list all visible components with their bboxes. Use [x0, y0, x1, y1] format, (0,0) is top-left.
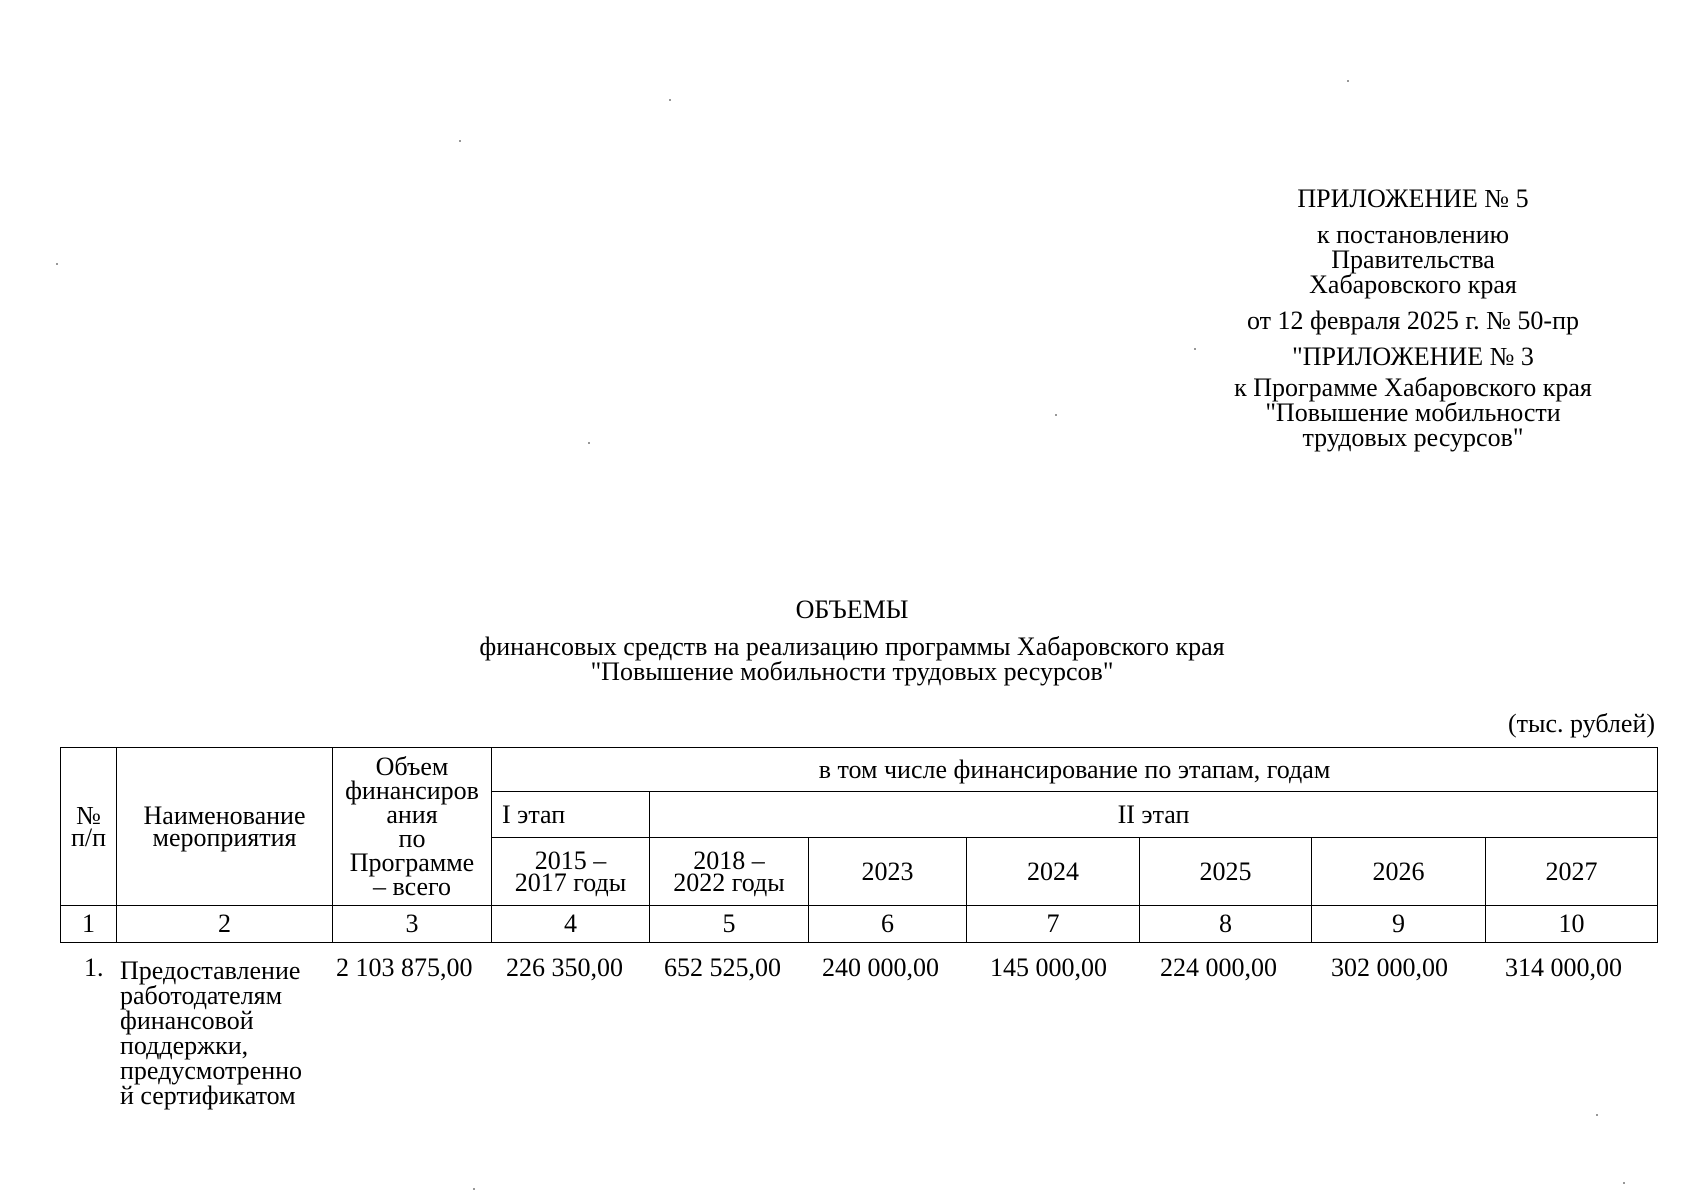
header-name: Наименование мероприятия [117, 748, 333, 906]
header-period-2015-2017: 2015 – 2017 годы [492, 838, 650, 906]
column-number: 2 [117, 906, 333, 943]
header-year-2025: 2025 [1140, 838, 1312, 906]
header-stage-2: II этап [650, 792, 1658, 838]
row-value-2027: 314 000,00 [1505, 953, 1622, 982]
header-stage-1: I этап [492, 792, 650, 838]
column-number: 4 [492, 906, 650, 943]
program-appendix-line: к Программе Хабаровского края [1234, 373, 1592, 402]
column-number: 5 [650, 906, 809, 943]
scan-speck [473, 1188, 475, 1190]
header-number: № п/п [61, 748, 117, 906]
appendix-to-line: к постановлению [1316, 220, 1510, 249]
appendix-title: ПРИЛОЖЕНИЕ № 5 [1297, 184, 1529, 213]
program-appendix-title: "ПРИЛОЖЕНИЕ № 3 [1292, 342, 1534, 371]
header-volume: Объем финансиров ания по Программе – всего [333, 748, 492, 906]
column-number: 8 [1140, 906, 1312, 943]
row-value-2025: 224 000,00 [1160, 953, 1277, 982]
row-value-2026: 302 000,00 [1331, 953, 1448, 982]
row-value-2023: 240 000,00 [822, 953, 939, 982]
scan-speck [1347, 80, 1349, 82]
row-value-total: 2 103 875,00 [336, 953, 473, 982]
scan-speck [669, 99, 671, 101]
row-value-2018-2022: 652 525,00 [664, 953, 781, 982]
header-year-2026: 2026 [1312, 838, 1486, 906]
appendix-to-line: Хабаровского края [1309, 270, 1517, 299]
scan-speck [56, 263, 58, 265]
header-period-2018-2022: 2018 – 2022 годы [650, 838, 809, 906]
document-subtitle: финансовых средств на реализацию программы Хабаровского края [479, 632, 1225, 661]
header-year-2023: 2023 [809, 838, 967, 906]
scan-speck [1596, 1114, 1598, 1116]
scan-speck [459, 140, 461, 142]
header-year-2024: 2024 [967, 838, 1140, 906]
scan-speck [588, 442, 590, 444]
column-number: 10 [1486, 906, 1658, 943]
header-year-2027: 2027 [1486, 838, 1658, 906]
column-number: 6 [809, 906, 967, 943]
row-value-2024: 145 000,00 [990, 953, 1107, 982]
units-label: (тыс. рублей) [1508, 709, 1656, 738]
scan-speck [1055, 414, 1057, 416]
appendix-date: от 12 февраля 2025 г. № 50-пр [1247, 306, 1579, 335]
document-title: ОБЪЕМЫ [795, 595, 909, 624]
program-appendix-line: трудовых ресурсов" [1302, 423, 1524, 452]
column-number: 1 [61, 906, 117, 943]
column-numbers-row [61, 906, 1658, 943]
column-number: 9 [1312, 906, 1486, 943]
scan-speck [1623, 1182, 1625, 1184]
column-number: 7 [967, 906, 1140, 943]
scan-speck [1194, 348, 1196, 350]
document-subtitle: "Повышение мобильности трудовых ресурсов" [590, 657, 1114, 686]
appendix-to-line: Правительства [1331, 245, 1495, 274]
column-number: 3 [333, 906, 492, 943]
row-number: 1. [84, 953, 104, 982]
financing-table-header [60, 747, 1658, 943]
program-appendix-line: "Повышение мобильности [1265, 398, 1561, 427]
row-value-2015-2017: 226 350,00 [506, 953, 623, 982]
header-including: в том числе финансирование по этапам, годам [492, 748, 1658, 792]
row-activity-name: Предоставление работодателям финансовой поддержки, предусмотренно й сертификатом [120, 956, 303, 1110]
